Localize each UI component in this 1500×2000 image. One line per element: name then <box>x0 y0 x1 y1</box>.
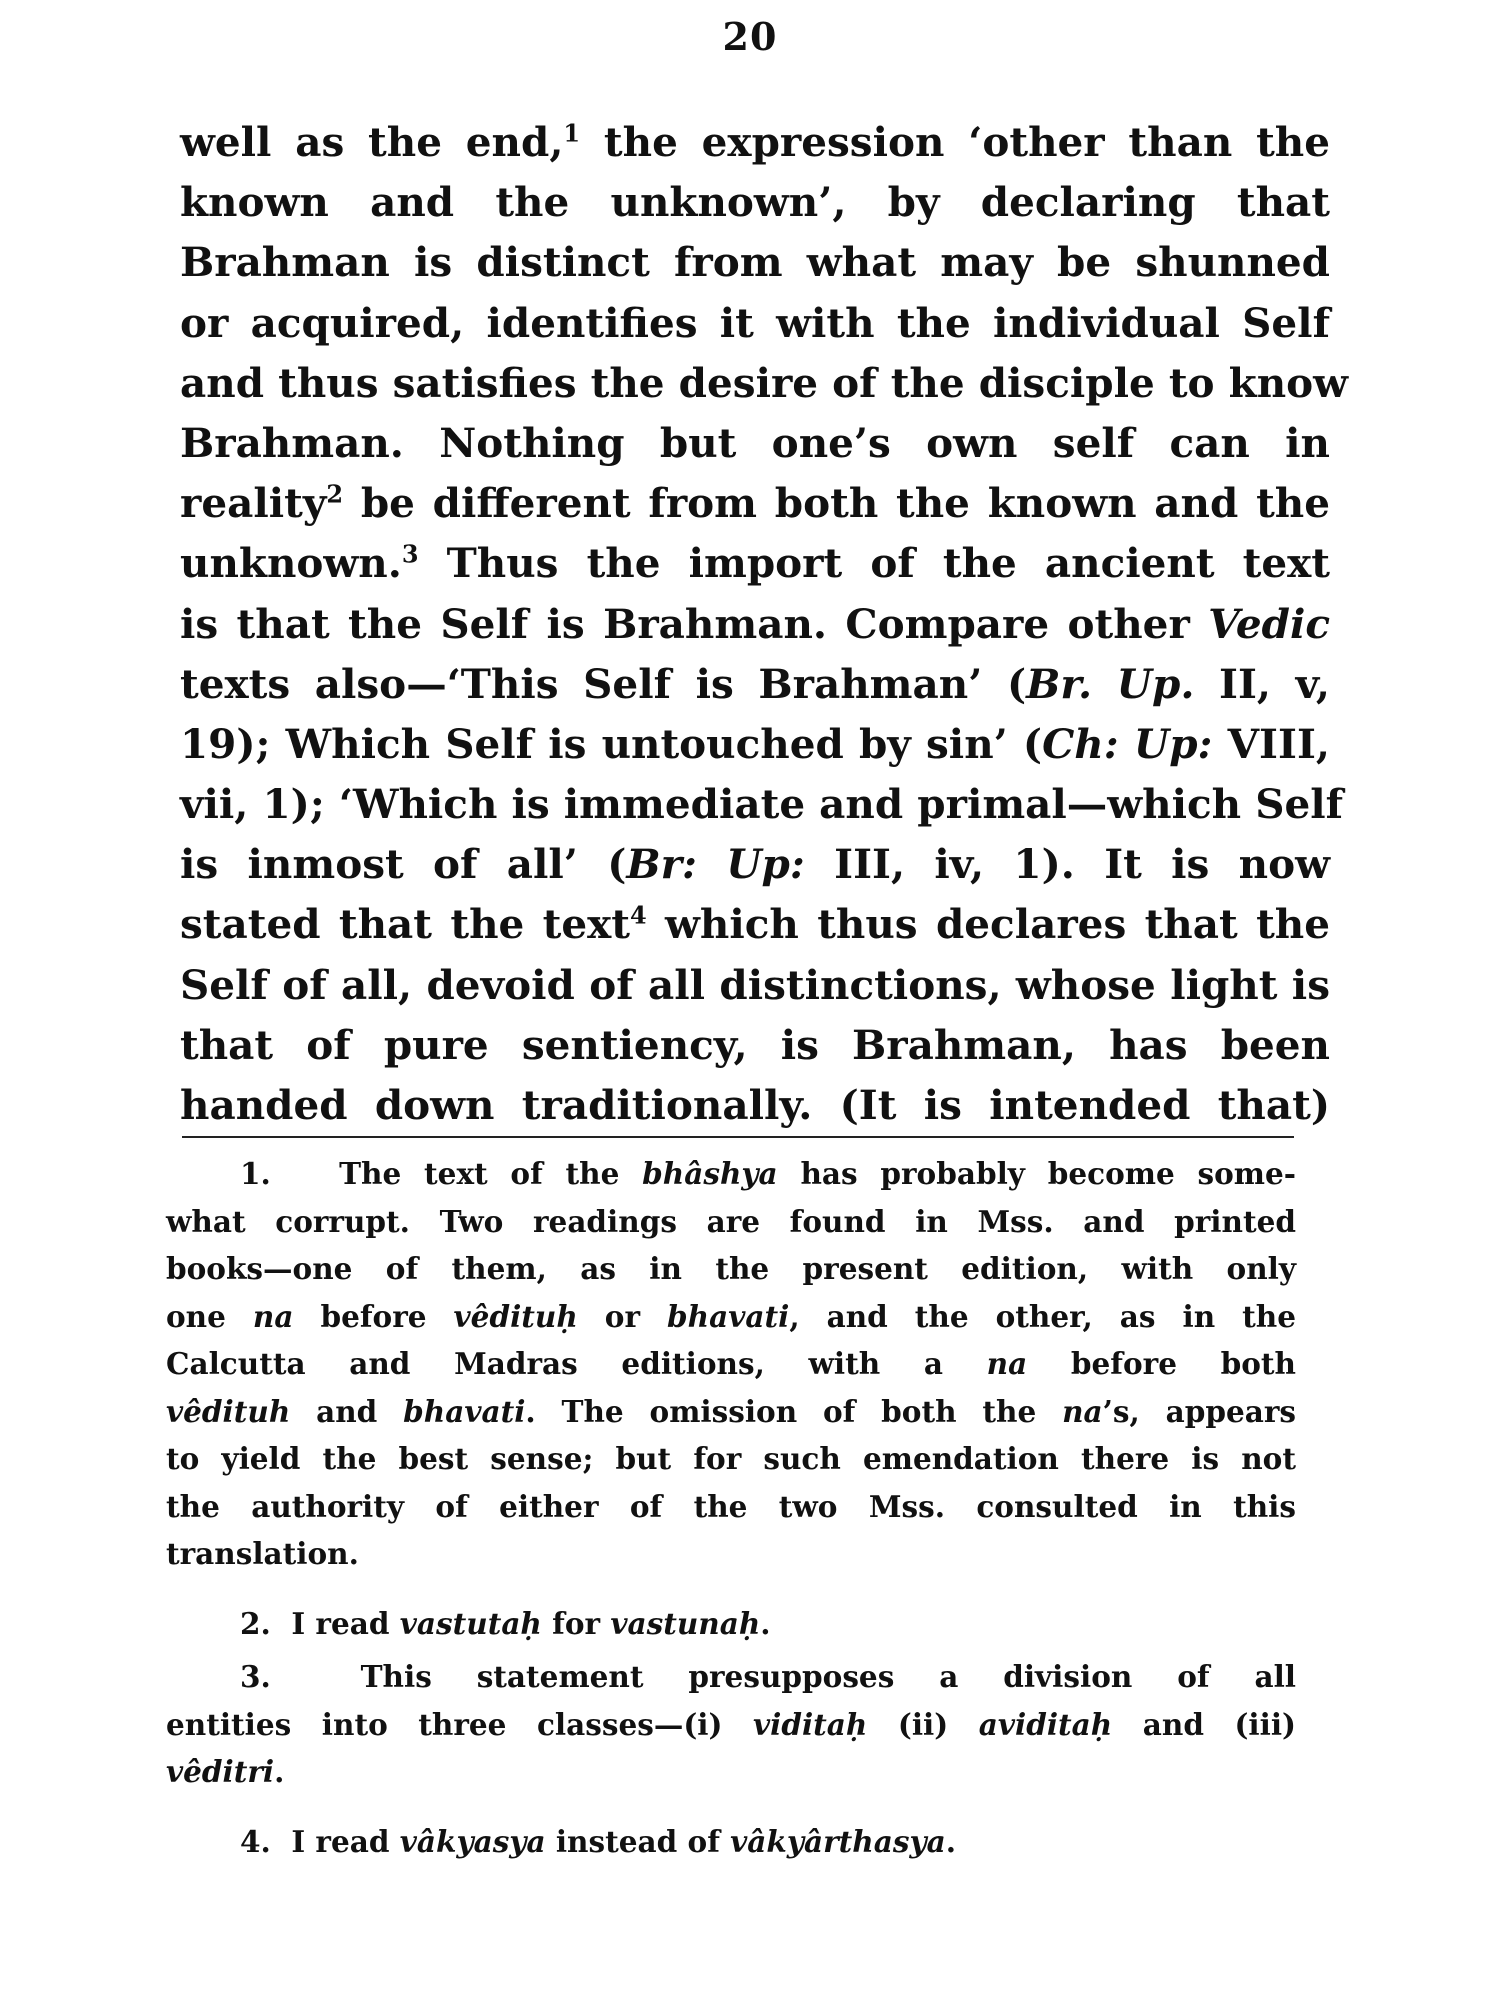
footnotes <box>166 1150 1296 1865</box>
text-line: is inmost of all’ (Br: Up: III, iv, 1). It is now <box>180 840 1330 889</box>
footnote-line: books—one of them, as in the present edition, with only <box>166 1251 1296 1286</box>
footnote-line: one na before vêdituḥ or bhavati, and the other, as in the <box>166 1298 1296 1334</box>
text-line: reality$^2$ be different from both the known and the <box>180 479 1330 528</box>
footnote-line: the authority of either of the two Mss. consulted in this <box>166 1488 1296 1524</box>
footnote-line: 1. The text of the bhâshya has probably become some- <box>240 1156 1297 1191</box>
footnote-ref: 2 <box>326 479 344 509</box>
footnote-number: 2. <box>240 1605 271 1641</box>
text-line: that of pure sentiency, is Brahman, has been <box>180 1020 1330 1069</box>
footnote-line: translation. <box>166 1536 359 1571</box>
text-line: or acquired, identifies it with the individual Self <box>180 298 1330 347</box>
footnote-spacer <box>166 1578 1296 1600</box>
footnote-line: 3. This statement presupposes a division of all <box>240 1659 1296 1694</box>
footnote-2 <box>166 1600 1296 1648</box>
footnote-ref: 4 <box>629 900 647 930</box>
footnote-line: entities into three classes—(i) viditaḥ (ii) aviditaḥ and (iii) <box>166 1706 1297 1742</box>
text-line: unknown.$^3$ Thus the import of the ancient text <box>180 539 1330 588</box>
text-line: Brahman is distinct from what may be shunned <box>180 238 1330 287</box>
footnote-line: 2. I read vastutaḥ for vastunaḥ. <box>240 1605 771 1641</box>
page-number: 20 <box>722 14 778 59</box>
footnote-line: to yield the best sense; but for such emendation there is not <box>166 1441 1296 1476</box>
text-line: 19); Which Self is untouched by sin’ (Ch: Up: VIII, <box>180 719 1330 768</box>
footnote-spacer <box>166 1796 1296 1818</box>
text-line: is that the Self is Brahman. Compare other Vedic <box>180 599 1330 648</box>
footnote-divider <box>182 1136 1294 1138</box>
footnote-ref: 3 <box>401 539 419 569</box>
text-line: well as the end,$^1$ the expression ‘other than the <box>180 118 1330 166</box>
text-line: and thus satisfies the desire of the disciple to know <box>180 358 1349 407</box>
text-line: Self of all, devoid of all distinctions, whose light is <box>180 960 1330 1009</box>
text-line: Brahman. Nothing but one’s own self can in <box>180 418 1330 467</box>
footnote-line: 4. I read vâkyasya instead of vâkyârthasya. <box>240 1823 956 1859</box>
footnote-3 <box>166 1653 1296 1796</box>
text-line: known and the unknown’, by declaring that <box>180 178 1330 227</box>
text-line: stated that the text$^4$ which thus declares that the <box>180 900 1330 949</box>
text-line: handed down traditionally. (It is intended that) <box>180 1081 1330 1129</box>
footnote-number: 3. <box>240 1659 271 1694</box>
footnote-line: vêditri. <box>166 1754 285 1789</box>
footnote-1 <box>166 1150 1296 1578</box>
text-line: vii, 1); ‘Which is immediate and primal—which Self <box>180 780 1344 829</box>
body-text <box>180 112 1349 1135</box>
footnote-line: vêdituh and bhavati. The omission of both the na’s, appears <box>166 1393 1297 1429</box>
footnote-line: Calcutta and Madras editions, with a na before both <box>166 1346 1296 1381</box>
footnote-number: 1. <box>240 1156 271 1191</box>
footnote-4 <box>166 1818 1296 1866</box>
footnote-ref: 1 <box>563 118 581 148</box>
footnote-number: 4. <box>240 1823 271 1859</box>
text-line: texts also—‘This Self is Brahman’ (Br. Up. II, v, <box>180 659 1330 708</box>
footnote-line: what corrupt. Two readings are found in Mss. and printed <box>166 1203 1296 1239</box>
